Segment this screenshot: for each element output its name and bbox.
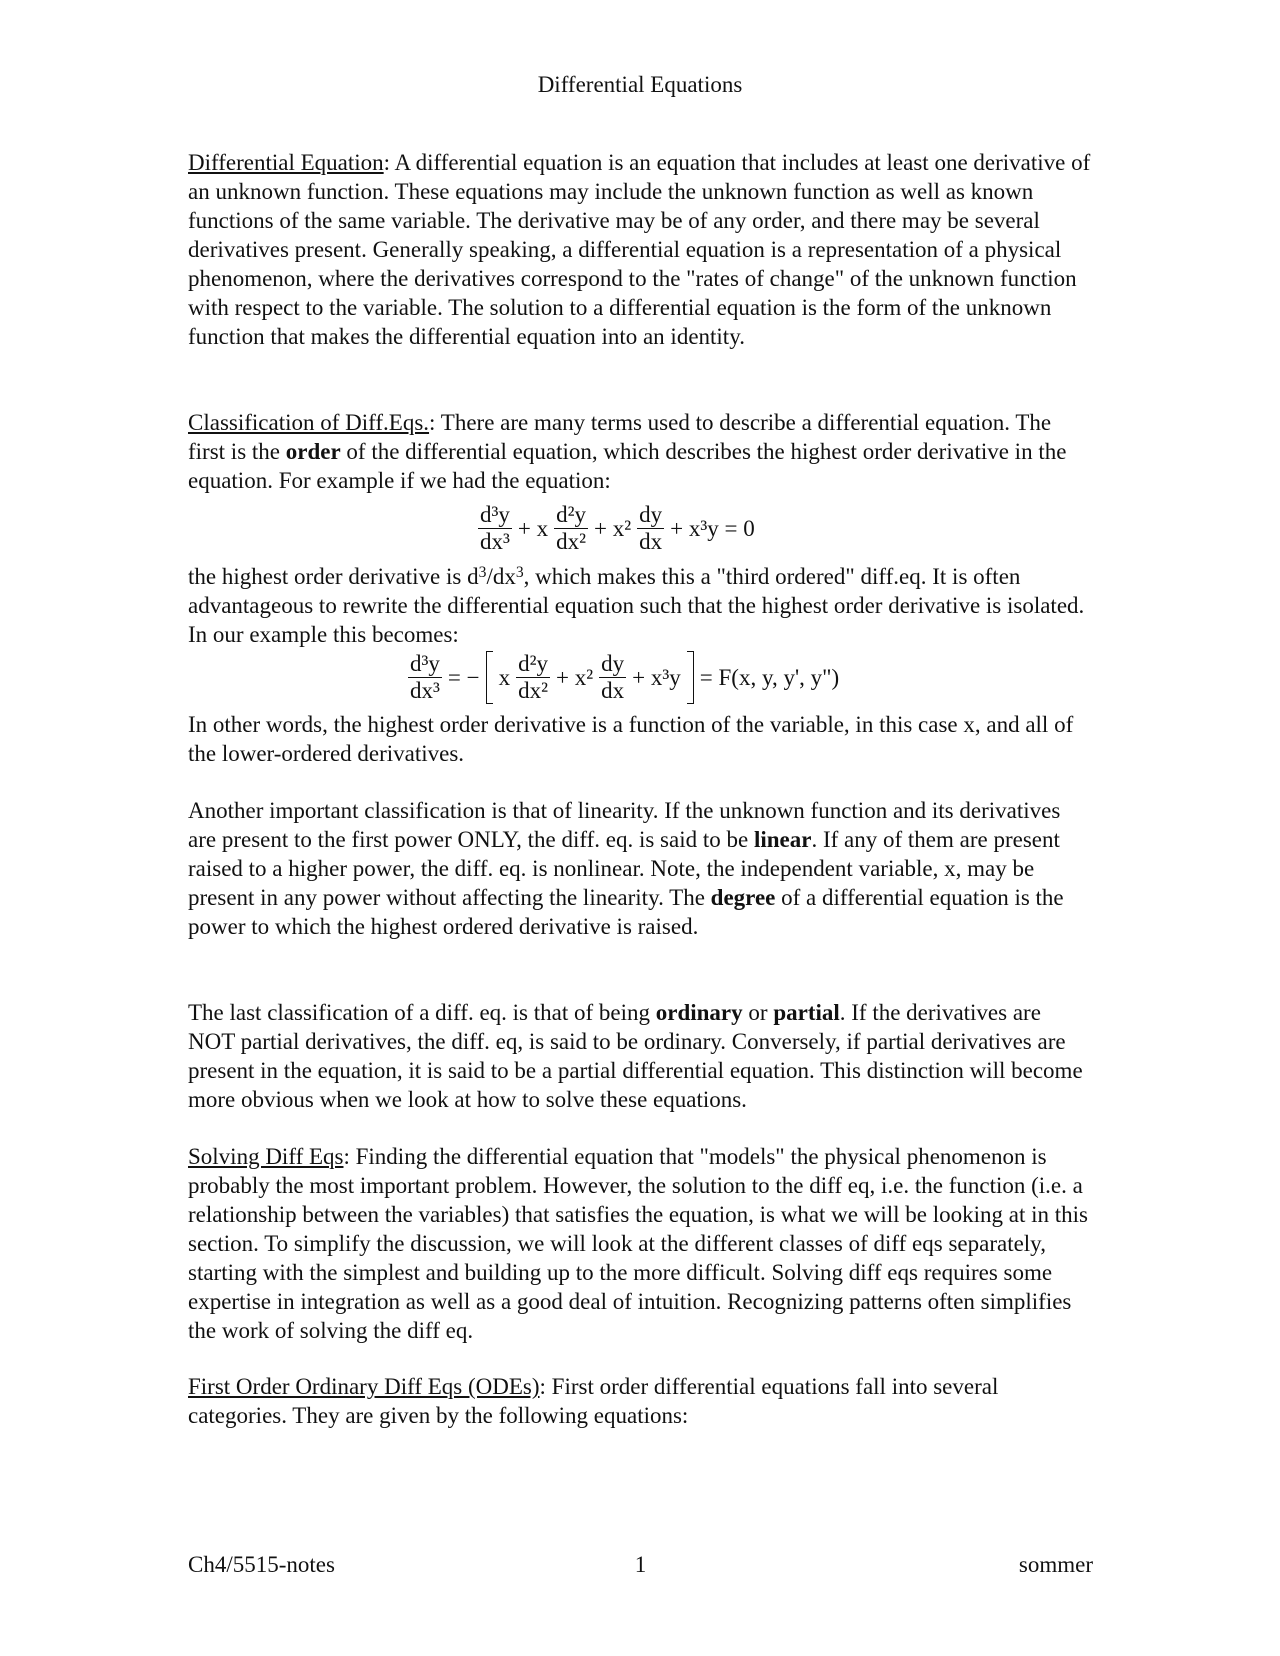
footer-author: sommer: [1018, 1552, 1093, 1577]
square-bracket-group: x $\frac{\text{d²y}}{\text{dx²}}$ + x² $\frac{dy}{dx}$ + x³y: [486, 651, 694, 704]
fraction-d2y-dx2: $\frac{\text{d²y}}{\text{dx²}}$: [556, 502, 587, 554]
paragraph-first-order: First Order Ordinary Diff Eqs (ODEs): First order differential equations fall into several categories. They are given by the following equations:: [188, 1374, 999, 1428]
equation-isolated: $\frac{\text{d³y}}{\text{dx³}}$ = − x $\frac{\text{d²y}}{\text{dx²}}$ + x² $\frac{dy}{dx}$ + x³y = F(x, y, y', y"): [410, 651, 840, 703]
page-footer: [188, 1552, 1093, 1582]
footer-course: Ch4/5515-notes: [188, 1552, 335, 1577]
equation-example: $\frac{\text{d³y}}{\text{dx³}}$ + x $\frac{\text{d²y}}{\text{dx²}}$ + x² $\frac{dy}{dx}$ + x³y = 0: [480, 502, 755, 554]
footer-page-number: 1: [634, 1552, 647, 1577]
fraction-d3y-dx3: $\frac{\text{d³y}}{\text{dx³}}$: [480, 502, 510, 554]
paragraph-classification: Classification of Diff.Eqs.: There are many terms used to describe a differential equation. The first is the order of the differential equation, which describes the highest order derivative in the equation. For example if we had the equation:: [188, 410, 1067, 493]
section-label-first-order: First Order Ordinary Diff Eqs (ODEs): [188, 1374, 540, 1399]
section-label-solving: Solving Diff Eqs: [188, 1144, 344, 1169]
paragraph-ordinary-partial: The last classification of a diff. eq. is that of being ordinary or partial. If the derivatives are NOT partial derivatives, the diff. eq, is said to be ordinary. Conversely, if partial derivatives are present in the equation, it is said to be a partial differential equation. This distinction will become more obvious when we look at how to solve these equations.: [188, 1000, 1083, 1112]
section-label-differential-equation: Differential Equation: [188, 150, 384, 175]
paragraph-solving: Solving Diff Eqs: Finding the differential equation that "models" the physical phenomenon is probably the most important problem. However, the solution to the diff eq, i.e. the function (i.e. a relationship between the variables) that satisfies the equation, is what we will be looking at in this section. To simplify the discussion, we will look at the different classes of diff eqs separately, starting with the simplest and building up to the more difficult. Solving diff eqs requires some expertise in integration as well as a good deal of intuition. Recognizing patterns often simplifies the work of solving the diff eq.: [188, 1144, 1088, 1343]
term-degree: degree: [710, 885, 776, 910]
paragraph-rewrite: the highest order derivative is $d^3/dx^3$, which makes this a "third ordered" diff.eq. It is often advantageous to rewrite the differential equation such that the highest order derivative is isolated. In our example this becomes:: [188, 563, 1085, 647]
paragraph-definition: [188, 148, 1093, 351]
page-title: Differential Equations: [537, 72, 743, 97]
paragraph-linearity: Another important classification is that of linearity. If the unknown function and its derivatives are present to the first power ONLY, the diff. eq. is said to be linear. If any of them are present raised to a higher power, the diff. eq. is nonlinear. Note, the independent variable, x, may be present in any power without affecting the linearity. The degree of a differential equation is the power to which the highest ordered derivative is raised.: [188, 798, 1064, 939]
paragraph-other-words: In other words, the highest order derivative is a function of the variable, in this case x, and all of the lower-ordered derivatives.: [188, 712, 1074, 766]
section-label-classification: Classification of Diff.Eqs.: [188, 410, 430, 435]
term-partial: partial: [773, 1000, 840, 1025]
fraction-dy-dx: $\frac{dy}{dx}$: [639, 502, 663, 554]
term-linear: linear: [753, 827, 812, 852]
term-order: order: [285, 439, 341, 464]
paragraph-text: : A differential equation is an equation that includes at least one derivative of an unknown function. These equations may include the unknown function as well as known functions of the same variable. The derivative may be of any order, and there may be several derivatives present. Generally speaking, a differential equation is a representation of a physical phenomenon, where the derivatives correspond to the "rates of change" of the unknown function with respect to the variable. The solution to a differential equation is the form of the unknown function that makes the differential equation into an identity.: [188, 150, 1091, 349]
term-ordinary: ordinary: [655, 1000, 743, 1025]
